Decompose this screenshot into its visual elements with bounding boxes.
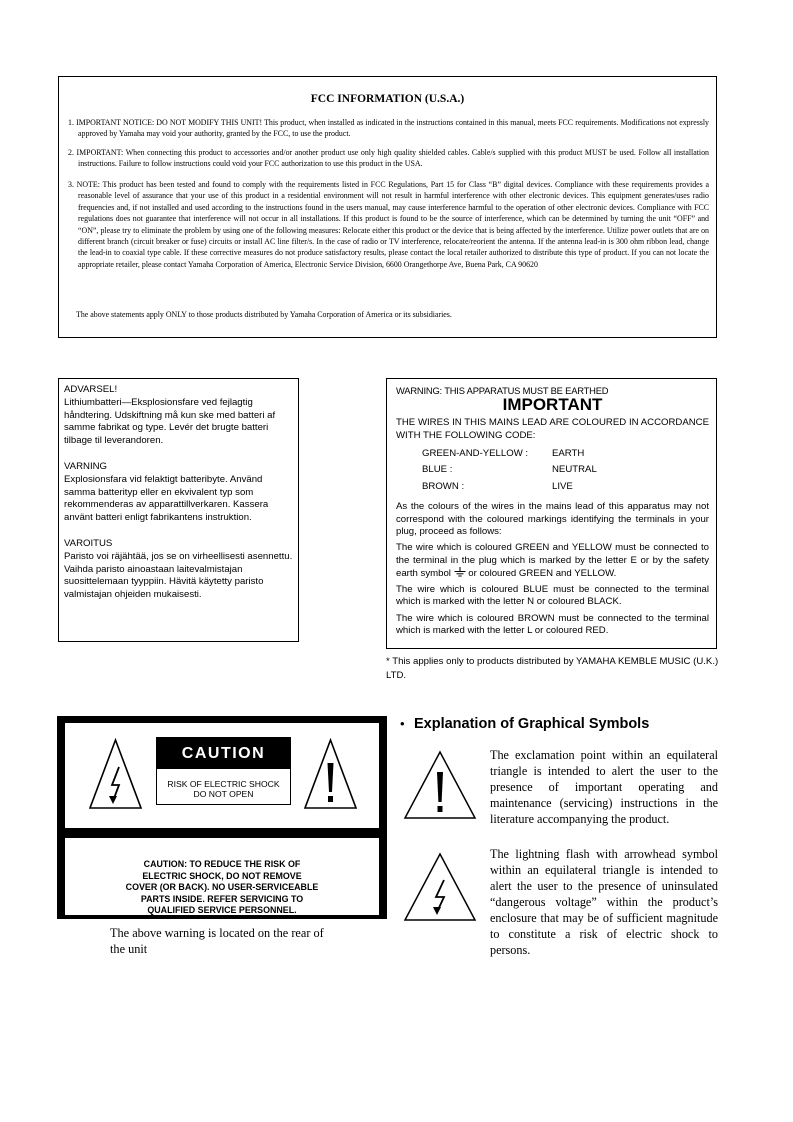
wire-code-intro: THE WIRES IN THIS MAINS LEAD ARE COLOURED IN ACCORDANCE WITH THE FOLLOWING CODE: — [396, 417, 709, 441]
danish-warning: ADVARSEL! Lithiumbatteri—Eksplosionsfare ved fejlagtig håndtering. Udskiftning må kun ske med batteri af samme fabrikat og type. Levér det brugte batteri tilbage til leverandoren. — [64, 384, 276, 447]
battery-warning-box — [58, 378, 299, 642]
caution-panel — [57, 716, 387, 919]
wire-code-row — [422, 479, 709, 496]
caution-instructions: CAUTION: TO REDUCE THE RISK OF ELECTRIC SHOCK, DO NOT REMOVE COVER (OR BACK). NO USER-SERVICEABLE PARTS INSIDE. REFER SERVICING TO QUALIFIED SERVICE PERSONNEL. — [125, 859, 319, 915]
fcc-title: FCC INFORMATION (U.S.A.) — [310, 93, 465, 105]
exclamation-warning-icon — [303, 738, 358, 810]
fcc-footer-note: The above statements apply ONLY to those products distributed by Yamaha Corporation of America or its subsidiaries. — [76, 310, 452, 319]
caution-heading: CAUTION — [157, 738, 290, 769]
swedish-warning: VARNING Explosionsfara vid felaktigt batteribyte. Använd samma batterityp eller en ekvivalent typ som rekommenderas av apparattillverkaren. Kassera använt batteri enligt fabrikantens instruktion. — [64, 460, 269, 524]
wire-code-row — [422, 462, 709, 479]
finnish-warning: VAROITUS Paristo voi räjähtää, jos se on virheellisesti asennettu. Vaihda paristo ainoastaan laitevalmistajan suosittelemaan tyyppiin. Hävitä käytetty paristo valmistajan ohjeiden mukaisesti. — [64, 537, 293, 601]
section-bullet: • — [400, 716, 405, 731]
lightning-symbol-description: The lightning flash with arrowhead symbol within an equilateral triangle is intended to alert the user to the presence of uninsulated “dangerous voltage” within the product’s enclosure that may be of sufficient magnitude to constitute a risk of electric shock to persons. — [490, 847, 718, 957]
important-heading: IMPORTANT — [502, 395, 603, 415]
warning-location-note: The above warning is located on the rear of the unit — [110, 926, 324, 956]
fcc-item-3: 3. NOTE: This product has been tested and found to comply with the requirements listed in FCC Regulations, Part 15 for Class “B” digital devices. Compliance with these requirements provides a reasonable level of assurance that your use of this product in a residential environment will not result in harmful interference with other electronic devices. This equipment generates/uses radio frequencies and, if not installed and used according to the instructions found in the users manual, may cause interference harmful to the operation of other electronic devices. Compliance with FCC regulations does not guarantee that interference will not occur in all installations. If this product is found to be the source of interference, which can be determined by turning the unit “OFF” and “ON”, please try to eliminate the problem by using one of the following measures: Relocate either this product or the device that is being affected by the interference. Utilize power outlets that are on different branch (circuit breaker or fuse) circuits or install AC line filter/s. In the case of radio or TV interference, relocate/reorient the antenna. If the antenna lead-in is 300 ohm ribbon lead, change the lead-in to coaxial type cable. If these corrective measures do not produce satisfactory results, please contact the local retailer authorized to distribute this type of product. If you can not locate the appropriate retailer, please contact Yamaha Corporation of America, Electronic Service Division, 6600 Orangethorpe Ave, Buena Park, CA 90620 — [68, 180, 709, 269]
lightning-warning-icon — [88, 738, 143, 810]
earthed-warning: WARNING: THIS APPARATUS MUST BE EARTHED — [396, 385, 609, 396]
graphical-symbols-title: Explanation of Graphical Symbols — [414, 716, 650, 732]
green-yellow-text-end: or coloured GREEN and YELLOW. — [468, 567, 617, 579]
wire-code-label: BROWN : — [422, 480, 465, 492]
fcc-item-1: 1. IMPORTANT NOTICE: DO NOT MODIFY THIS UNIT! This product, when installed as indicated in the instructions contained in this manual, meets FCC requirements. Modifications not expressly approved by Yamaha may void your authority, granted by the FCC, to use the product. — [68, 118, 709, 139]
wire-code-row — [422, 446, 709, 463]
caution-instructions-area — [65, 838, 379, 915]
exclamation-symbol-description: The exclamation point within an equilateral triangle is intended to alert the user to the presence of important operating and maintenance (servicing) instructions in the literature accompanying the product. — [490, 748, 718, 826]
wire-colour-caution: As the colours of the wires in the mains lead of this apparatus may not correspond with the coloured markings identifying the terminals in your plug, proceed as follows: — [396, 501, 709, 537]
wire-code-label: BLUE : — [422, 464, 453, 476]
brown-wire-instruction: The wire which is coloured BROWN must be connected to the terminal which is marked with the letter L or coloured RED. — [396, 612, 709, 637]
wire-color-codes — [422, 446, 709, 496]
shock-risk-text: RISK OF ELECTRIC SHOCK DO NOT OPEN — [167, 779, 280, 799]
wire-code-value: EARTH — [552, 447, 585, 459]
earth-ground-icon — [454, 567, 466, 577]
caution-label-area — [65, 723, 379, 828]
uk-mains-wiring-box — [386, 378, 717, 649]
fcc-information-box — [58, 76, 717, 338]
caution-label — [156, 737, 291, 805]
green-yellow-instruction — [396, 542, 709, 580]
green-yellow-text: The wire which is coloured GREEN and YELLOW must be connected to the terminal in the plug which is marked by the letter E or by the safety earth symbol — [396, 542, 709, 579]
lightning-triangle-icon — [403, 852, 477, 922]
blue-wire-instruction: The wire which is coloured BLUE must be connected to the terminal which is marked with the letter N or coloured BLACK. — [396, 584, 709, 608]
wire-code-label: GREEN-AND-YELLOW : — [422, 447, 529, 459]
wire-code-value: NEUTRAL — [552, 464, 597, 476]
exclamation-triangle-icon — [403, 750, 477, 820]
fcc-item-2: 2. IMPORTANT: When connecting this product to accessories and/or another product use only high quality shielded cables. Cable/s supplied with this product MUST be used. Follow all installation instructions. Failure to follow instructions could void your FCC authorization to use this product in the USA. — [68, 148, 709, 169]
uk-distribution-note: * This applies only to products distributed by YAMAHA KEMBLE MUSIC (U.K.) LTD. — [386, 656, 719, 681]
wire-code-value: LIVE — [552, 480, 573, 492]
